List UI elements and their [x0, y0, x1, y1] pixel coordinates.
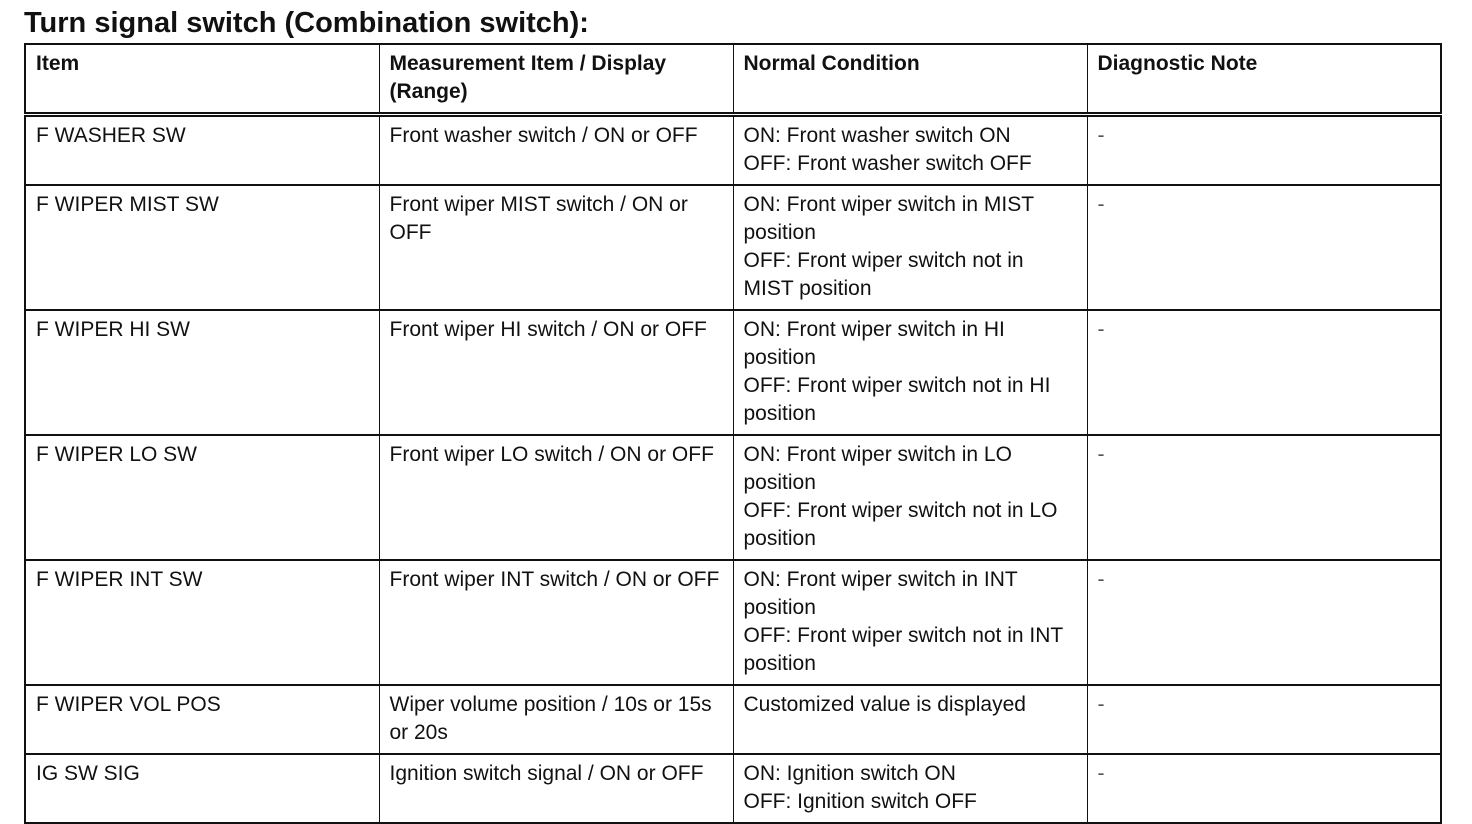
- table-row: [25, 754, 1441, 823]
- cell-diagnostic-note: -: [1087, 754, 1441, 823]
- diagnostic-data-table: [24, 43, 1442, 824]
- column-header-diagnostic-note: Diagnostic Note: [1087, 44, 1441, 115]
- cell-item: F WIPER INT SW: [25, 560, 379, 685]
- cell-item: F WIPER LO SW: [25, 435, 379, 560]
- cell-normal-condition: ON: Front washer switch ON OFF: Front washer switch OFF: [733, 115, 1087, 186]
- column-header-measurement: Measurement Item / Display (Range): [379, 44, 733, 115]
- cell-normal-condition: ON: Ignition switch ON OFF: Ignition switch OFF: [733, 754, 1087, 823]
- cell-normal-condition: ON: Front wiper switch in HI position OFF: Front wiper switch not in HI position: [733, 310, 1087, 435]
- cell-item: IG SW SIG: [25, 754, 379, 823]
- cell-item: F WIPER HI SW: [25, 310, 379, 435]
- column-header-item: Item: [25, 44, 379, 115]
- table-row: [25, 185, 1441, 310]
- cell-measurement: Front washer switch / ON or OFF: [379, 115, 733, 186]
- cell-diagnostic-note: -: [1087, 310, 1441, 435]
- cell-normal-condition: ON: Front wiper switch in INT position OFF: Front wiper switch not in INT position: [733, 560, 1087, 685]
- cell-diagnostic-note: -: [1087, 560, 1441, 685]
- cell-item: F WIPER MIST SW: [25, 185, 379, 310]
- cell-item: F WASHER SW: [25, 115, 379, 186]
- cell-normal-condition: ON: Front wiper switch in LO position OFF: Front wiper switch not in LO position: [733, 435, 1087, 560]
- cell-measurement: Front wiper HI switch / ON or OFF: [379, 310, 733, 435]
- cell-measurement: Front wiper LO switch / ON or OFF: [379, 435, 733, 560]
- page-title: Turn signal switch (Combination switch):: [24, 7, 589, 39]
- cell-diagnostic-note: -: [1087, 115, 1441, 186]
- cell-normal-condition: Customized value is displayed: [733, 685, 1087, 754]
- cell-item: F WIPER VOL POS: [25, 685, 379, 754]
- cell-normal-condition: ON: Front wiper switch in MIST position OFF: Front wiper switch not in MIST position: [733, 185, 1087, 310]
- cell-diagnostic-note: -: [1087, 685, 1441, 754]
- cell-measurement: Front wiper INT switch / ON or OFF: [379, 560, 733, 685]
- cell-measurement: Ignition switch signal / ON or OFF: [379, 754, 733, 823]
- table-row: [25, 560, 1441, 685]
- table-row: [25, 435, 1441, 560]
- table-row: [25, 685, 1441, 754]
- column-header-normal-condition: Normal Condition: [733, 44, 1087, 115]
- cell-diagnostic-note: -: [1087, 185, 1441, 310]
- cell-diagnostic-note: -: [1087, 435, 1441, 560]
- table-row: [25, 310, 1441, 435]
- table-row: [25, 115, 1441, 186]
- cell-measurement: Front wiper MIST switch / ON or OFF: [379, 185, 733, 310]
- cell-measurement: Wiper volume position / 10s or 15s or 20s: [379, 685, 733, 754]
- table-header-row: [25, 44, 1441, 115]
